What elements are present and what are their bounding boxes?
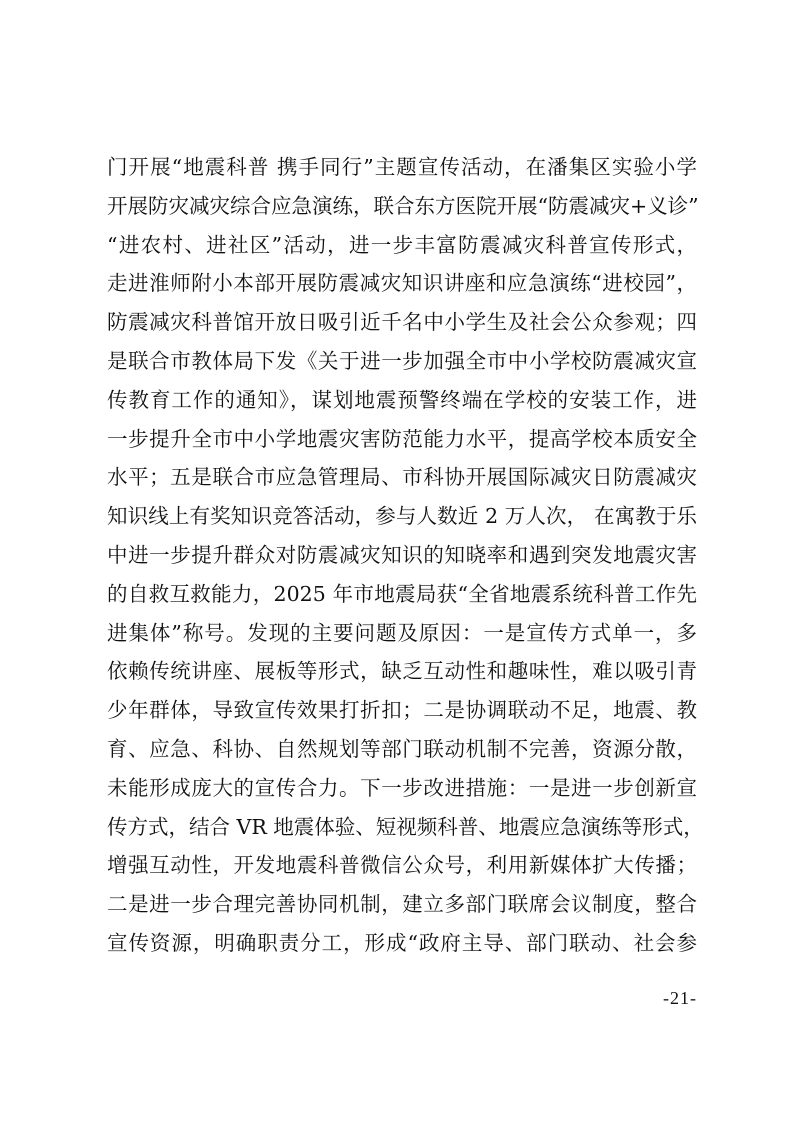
text-line: 传教育工作的通知》，谋划地震预警终端在学校的安装工作，进 bbox=[107, 387, 697, 412]
text-line: “进农村、进社区”活动，进一步丰富防震减灾科普宣传形式， bbox=[107, 232, 697, 257]
text-line: 是联合市教体局下发《关于进一步加强全市中小学校防震减灾宣 bbox=[107, 348, 697, 373]
text-line: 传方式，结合 VR 地震体验、短视频科普、地震应急演练等形式， bbox=[107, 814, 704, 839]
body-text bbox=[107, 148, 704, 963]
text-line: 增强互动性，开发地震科普微信公众号，利用新媒体扩大传播； bbox=[107, 853, 697, 878]
text-line: 开展防灾减灾综合应急演练，联合东方医院开展“防震减灾+义诊” bbox=[107, 193, 699, 218]
text-line: 中进一步提升群众对防震减灾知识的知晓率和遇到突发地震灾害 bbox=[107, 542, 697, 567]
page-number: -21- bbox=[663, 988, 697, 1008]
text-line: 知识线上有奖知识竞答活动，参与人数近 2 万人次， 在寓教于乐 bbox=[107, 504, 697, 529]
text-line: 二是进一步合理完善协同机制，建立多部门联席会议制度，整合 bbox=[107, 892, 697, 917]
text-line: 门开展“地震科普 携手同行”主题宣传活动，在潘集区实验小学 bbox=[107, 155, 697, 179]
text-line: 水平；五是联合市应急管理局、市科协开展国际减灾日防震减灾 bbox=[107, 465, 697, 490]
text-line: 未能形成庞大的宣传合力。下一步改进措施：一是进一步创新宣 bbox=[107, 775, 697, 800]
text-line: 少年群体，导致宣传效果打折扣；二是协调联动不足，地震、教 bbox=[107, 698, 697, 723]
text-line: 依赖传统讲座、展板等形式，缺乏互动性和趣味性，难以吸引青 bbox=[107, 659, 697, 684]
text-line: 防震减灾科普馆开放日吸引近千名中小学生及社会公众参观；四 bbox=[107, 310, 697, 335]
text-line: 走进淮师附小本部开展防震减灾知识讲座和应急演练“进校园”， bbox=[107, 271, 697, 296]
text-line: 的自救互救能力，2025 年市地震局获“全省地震系统科普工作先 bbox=[107, 581, 697, 606]
text-line: 一步提升全市中小学地震灾害防范能力水平，提高学校本质安全 bbox=[107, 426, 697, 451]
text-line: 宣传资源，明确职责分工，形成“政府主导、部门联动、社会参 bbox=[107, 930, 697, 955]
text-line: 进集体”称号。发现的主要问题及原因：一是宣传方式单一，多 bbox=[107, 620, 697, 645]
text-line: 育、应急、科协、自然规划等部门联动机制不完善，资源分散， bbox=[107, 736, 697, 761]
